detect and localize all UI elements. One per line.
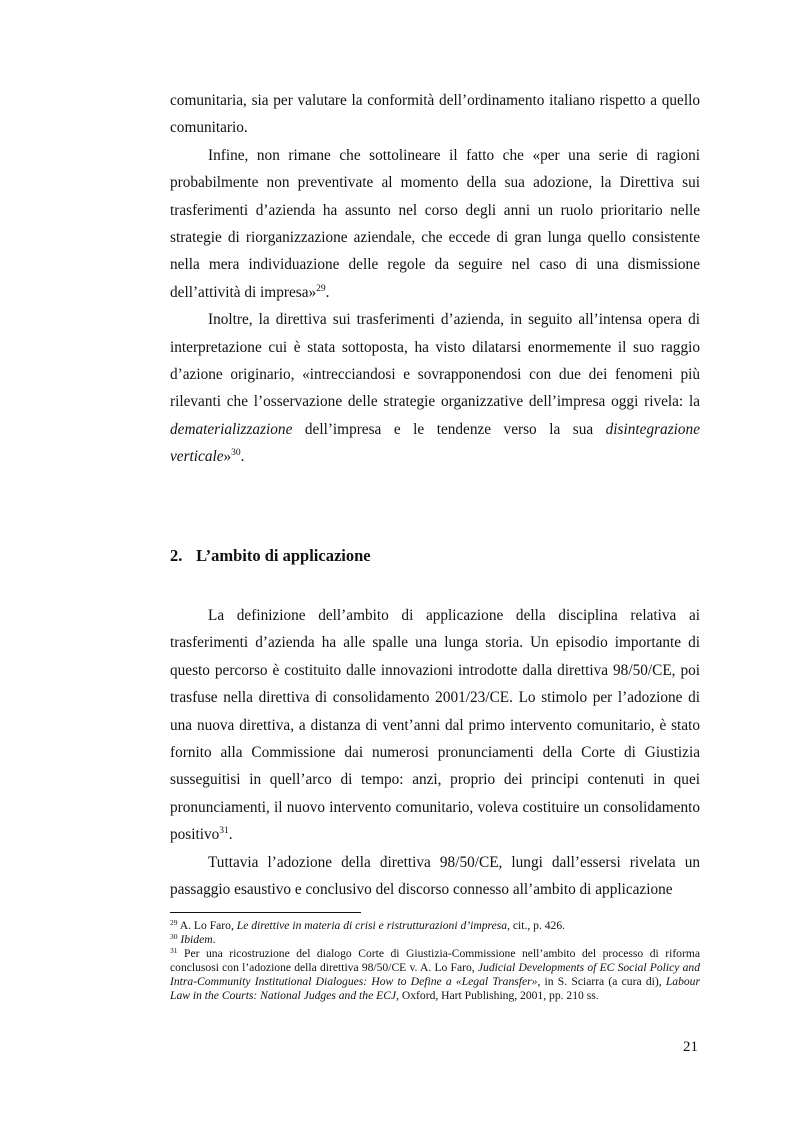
- footnote-29-italic: Le direttive in materia di crisi e ristrutturazioni d’impresa: [236, 919, 508, 932]
- footnote-29-text-a: A. Lo Faro,: [177, 919, 237, 932]
- footnote-30: [170, 933, 700, 947]
- footnote-31-number: 31: [170, 946, 178, 956]
- footnote-31-text-b: , in S. Sciarra (a cura di),: [537, 975, 666, 989]
- footnote-31: [170, 947, 700, 1003]
- paragraph-2-end: .: [325, 283, 330, 301]
- paragraph-2-text: Infine, non rimane che sottolineare il fatto che «per una serie di ragioni probabilmente non preventivate al momento della sua adozione, la Direttiva sui trasferimenti d’azienda ha assunto nel corso degli anni un ruolo prioritario nelle strategie di riorganizzazione aziendale, che eccede di gran lunga quello consistente nella mera individuazione delle regole da seguire nel caso di una dismissione dell’attività di impresa»: [170, 146, 700, 301]
- footnote-ref-29[interactable]: 29: [316, 283, 326, 294]
- footnote-29: [170, 919, 700, 933]
- paragraph-3-text-b: dell’impresa e le tendenze verso la sua: [292, 420, 606, 438]
- footnote-29-number: 29: [170, 918, 178, 927]
- section-heading: [170, 546, 371, 566]
- footnote-separator: [170, 912, 361, 913]
- footnotes: [170, 919, 700, 1004]
- footnote-30-number: 30: [170, 932, 178, 942]
- paragraph-4-text: La definizione dell’ambito di applicazione della disciplina relativa ai trasferimenti d’azienda ha alle spalle una lunga storia. Un episodio importante di questo percorso è costituito dalle innovazioni introdotte dalla direttiva 98/50/CE, poi trasfuse nella direttiva di consolidamento 2001/23/CE. Lo stimolo per l’adozione di una nuova direttiva, a distanza di vent’anni dal primo intervento comunitario, è stato fornito alla Commissione dai numerosi pronunciamenti della Corte di Giustizia susseguitisi in quell’arco di tempo: anzi, proprio dei principi contenuti in quei pronunciamenti, il nuovo intervento comunitario, voleva costituire un consolidamento positivo: [170, 607, 700, 844]
- paragraph-1-text: comunitaria, sia per valutare la conformità dell’ordinamento italiano rispetto a quello comunitario.: [170, 92, 700, 137]
- paragraph-5: [170, 849, 700, 904]
- footnote-31-italic-2: Labour Law in the Courts: National Judges and the ECJ: [170, 975, 700, 1003]
- footnote-ref-31[interactable]: 31: [219, 826, 229, 837]
- paragraph-1: [170, 87, 700, 142]
- section-2-body: [170, 602, 700, 903]
- paragraph-3-italic-a: dematerializzazione: [170, 420, 293, 438]
- footnote-31-text-a: Per una ricostruzione del dialogo Corte di Giustizia-Commissione nell’ambito del processo di riforma conclusosi con l’adozione della direttiva 98/50/CE v. A. Lo Faro,: [170, 947, 700, 975]
- paragraph-3-text-c: »: [223, 448, 232, 466]
- paragraph-3-end: .: [240, 448, 245, 466]
- footnote-29-text-b: , cit., p. 426.: [507, 919, 566, 932]
- footnote-31-text-c: , Oxford, Hart Publishing, 2001, pp. 210 ss.: [396, 989, 599, 1003]
- page-body: [170, 87, 700, 899]
- footnote-30-text-b: .: [212, 933, 216, 947]
- footnote-ref-30[interactable]: 30: [231, 448, 241, 459]
- paragraph-2: [170, 142, 700, 306]
- section-title: L’ambito di applicazione: [196, 546, 371, 565]
- section-number: 2.: [170, 546, 183, 565]
- footnote-31-italic-1: Judicial Developments of EC Social Policy and Intra-Community Institutional Dialogues: How to Define a «Legal Transfer»: [170, 961, 700, 989]
- paragraph-3: [170, 306, 700, 470]
- paragraph-4-end: .: [228, 826, 233, 844]
- paragraph-3-italic-b: disintegrazione verticale: [170, 420, 700, 466]
- paragraph-5-text: Tuttavia l’adozione della direttiva 98/50/CE, lungi dall’essersi rivelata un passaggio esaustivo e conclusivo del discorso connesso all’ambito di applicazione: [170, 853, 700, 899]
- paragraph-3-text-a: Inoltre, la direttiva sui trasferimenti d’azienda, in seguito all’intensa opera di interpretazione cui è stata sottoposta, ha visto dilatarsi enormemente il suo raggio d’azione originario, «intrecciandosi e sovrapponendosi con due dei fenomeni più rilevanti che l’osservazione delle strategie organizzative dell’impresa oggi rivela: la: [170, 311, 700, 411]
- page-number: 21: [683, 1039, 698, 1055]
- paragraph-4: [170, 602, 700, 849]
- footnote-30-italic: Ibidem: [177, 933, 213, 947]
